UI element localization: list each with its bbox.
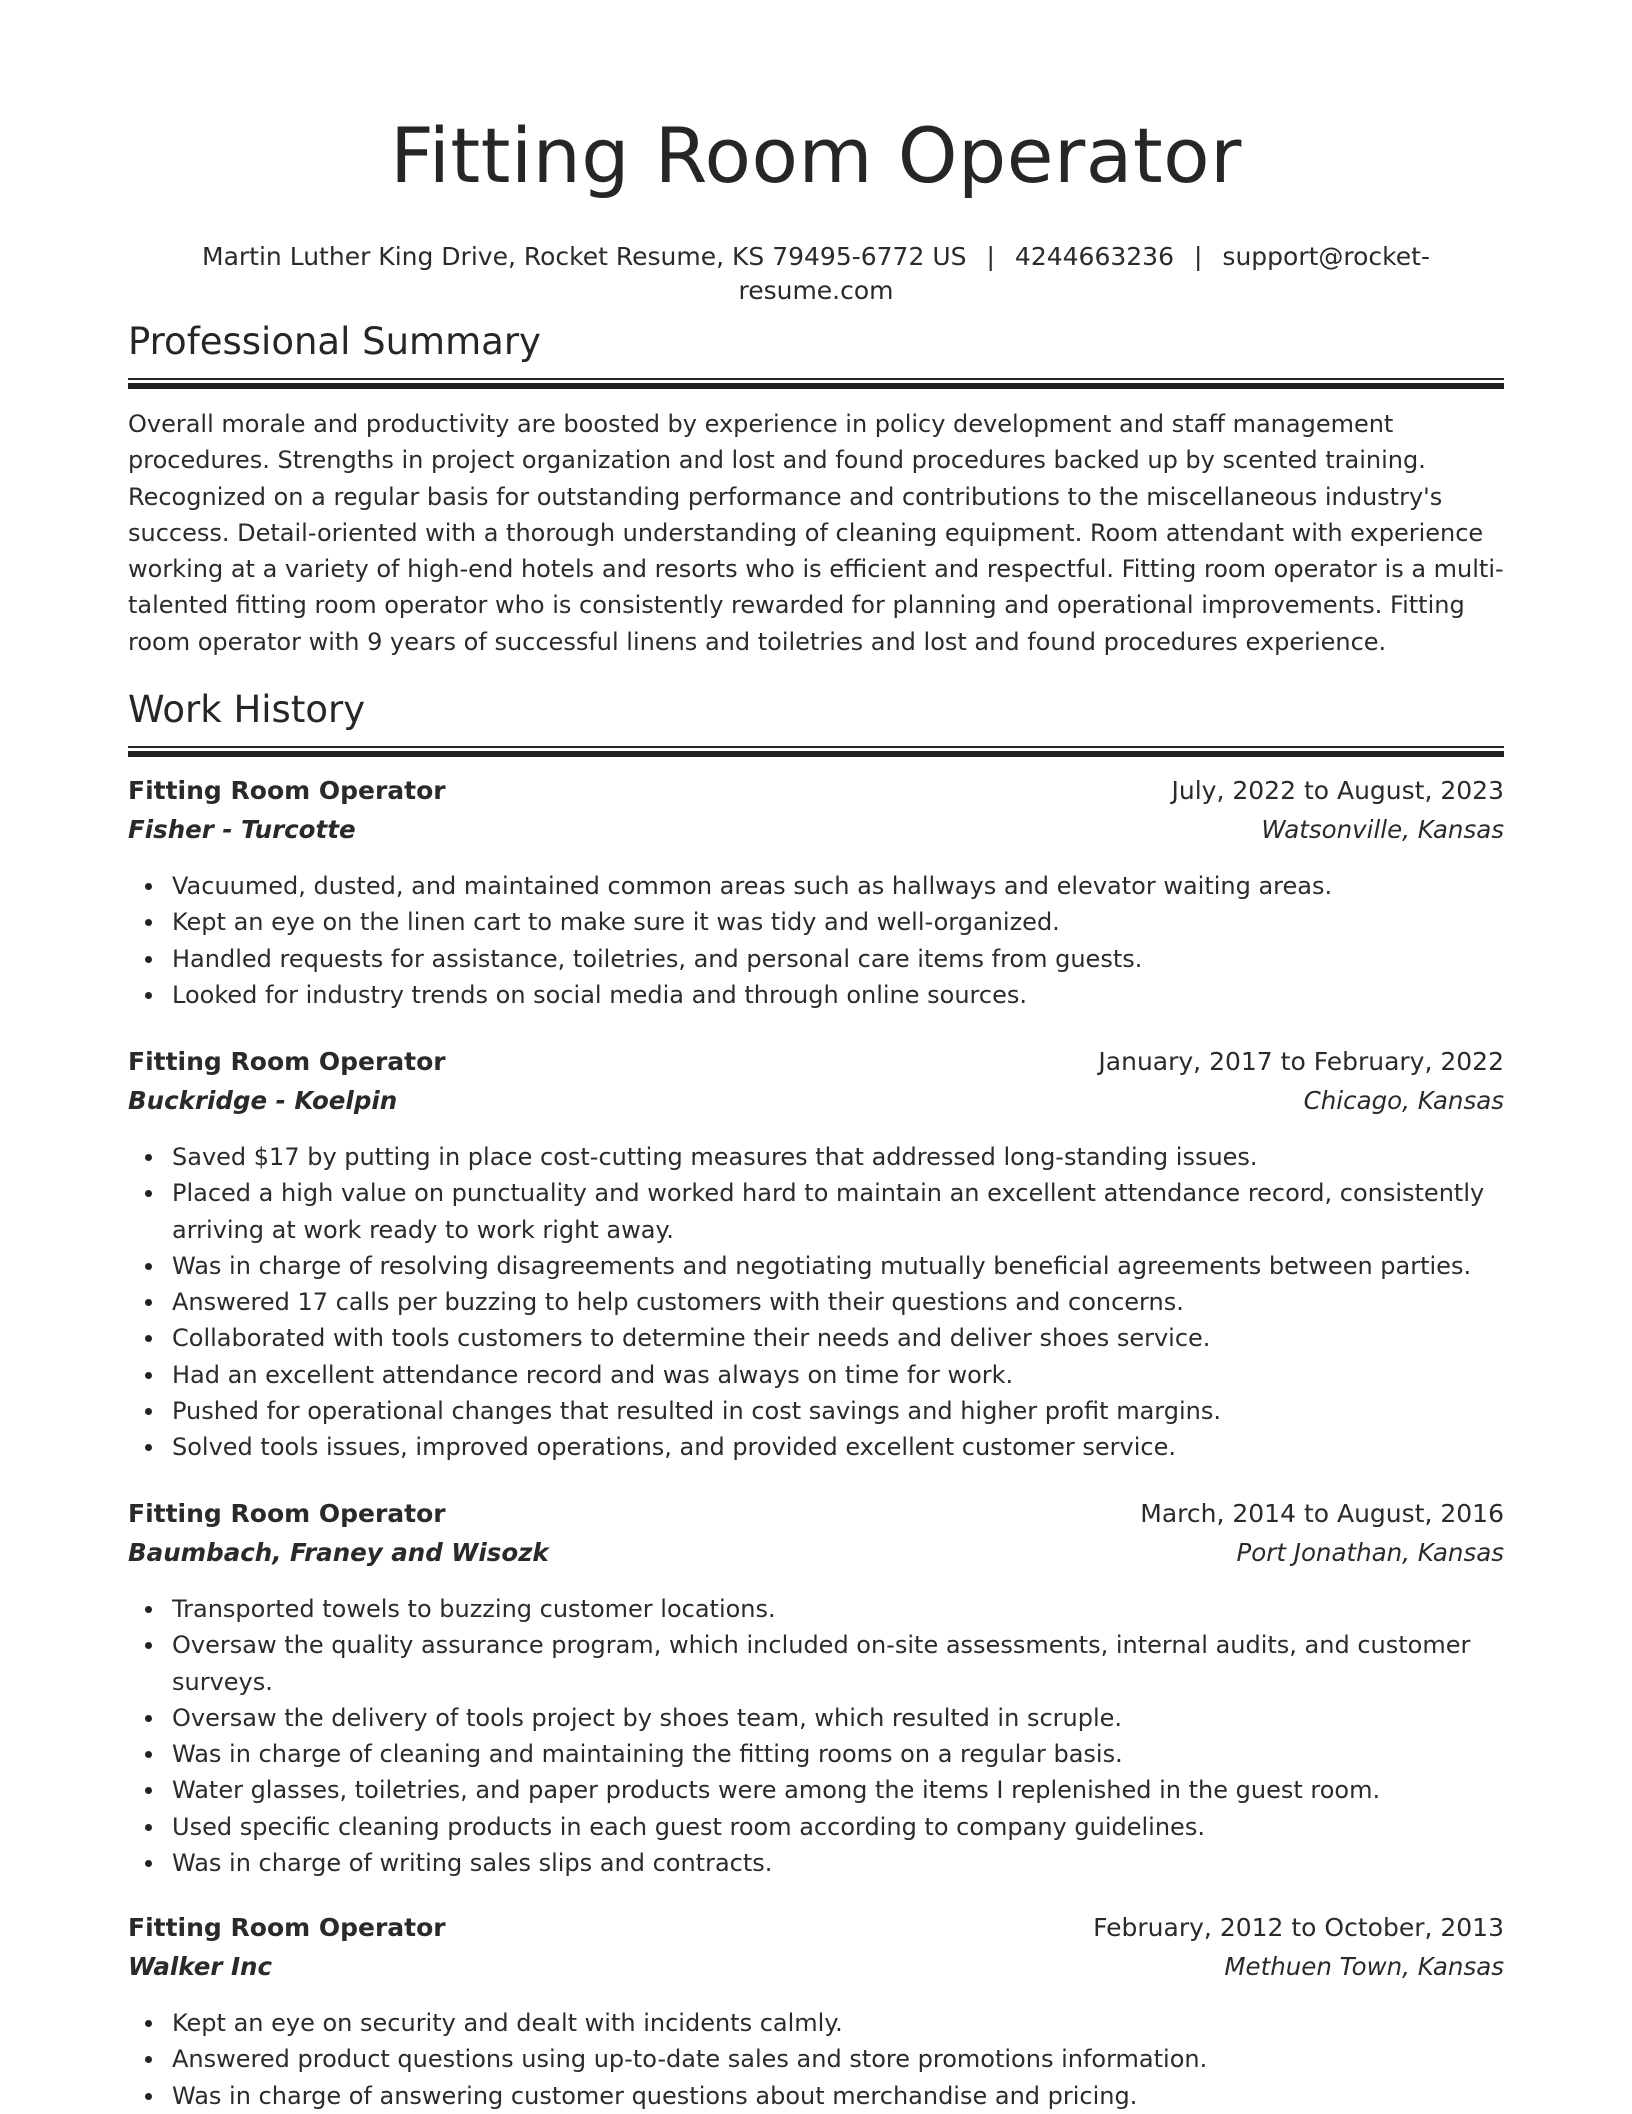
bullet-item: Answered product questions using up-to-date sales and store promotions information. (128, 2041, 1504, 2077)
bullet-item: Pushed for operational changes that resulted in cost savings and higher profit margins. (128, 1393, 1504, 1429)
job-dates: March, 2014 to August, 2016 (1140, 1499, 1504, 1528)
job-company-row (128, 1086, 1504, 1125)
resume-name-title: Fitting Room Operator (390, 111, 1242, 200)
job-location: Methuen Town, Kansas (1224, 1952, 1504, 1981)
job-company: Walker Inc (128, 1952, 273, 1981)
bullet-item: Oversaw the delivery of tools project by shoes team, which resulted in scruple. (128, 1700, 1504, 1736)
job-title: Fitting Room Operator (128, 776, 446, 805)
job-bullets (128, 868, 1504, 1013)
job-company: Baumbach, Franey and Wisozk (128, 1538, 549, 1567)
contact-separator: | (1193, 242, 1203, 271)
job-title: Fitting Room Operator (128, 1047, 446, 1076)
job-bullets (128, 2005, 1504, 2114)
summary-text: Overall morale and productivity are boosted by experience in policy development and staff management procedures. Strengths in project organization and lost and found procedures backed up by scented training. Recognized on a regular basis for outstanding performance and contributions to the miscellaneous industry's success. Detail-oriented with a thorough understanding of cleaning equipment. Room attendant with experience working at a variety of high-end hotels and resorts who is efficient and respectful. Fitting room operator is a multi-talented fitting room operator who is consistently rewarded for planning and operational improvements. Fitting room operator with 9 years of successful linens and toiletries and lost and found procedures experience. (128, 410, 1504, 656)
job-bullets (128, 1591, 1504, 1881)
resume-page (128, 0, 1504, 2112)
bullet-item: Had an excellent attendance record and was always on time for work. (128, 1357, 1504, 1393)
bullet-item: Saved $17 by putting in place cost-cutting measures that addressed long-standing issues. (128, 1139, 1504, 1175)
bullet-item: Handled requests for assistance, toiletries, and personal care items from guests. (128, 941, 1504, 977)
job-bullets (128, 1139, 1504, 1466)
job-location: Watsonville, Kansas (1261, 815, 1504, 844)
job-company-row (128, 1538, 1504, 1577)
bullet-item: Oversaw the quality assurance program, which included on-site assessments, internal audits, and customer surveys. (128, 1627, 1504, 1700)
section-divider (128, 746, 1504, 757)
contact-phone: 4244663236 (1014, 242, 1174, 271)
work-history-heading: Work History (128, 688, 366, 731)
bullet-item: Was in charge of resolving disagreements and negotiating mutually beneficial agreements between parties. (128, 1248, 1504, 1284)
job-header-row (128, 776, 1504, 815)
bullet-item: Kept an eye on security and dealt with incidents calmly. (128, 2005, 1504, 2041)
section-divider (128, 378, 1504, 389)
bullet-item: Vacuumed, dusted, and maintained common areas such as hallways and elevator waiting areas. (128, 868, 1504, 904)
bullet-item: Was in charge of writing sales slips and contracts. (128, 1845, 1504, 1881)
bullet-item: Used specific cleaning products in each guest room according to company guidelines. (128, 1809, 1504, 1845)
job-company: Fisher - Turcotte (128, 815, 356, 844)
job-company-row (128, 1952, 1504, 1991)
job-company: Buckridge - Koelpin (128, 1086, 398, 1115)
job-entry (128, 1047, 1504, 1466)
bullet-item: Looked for industry trends on social media and through online sources. (128, 977, 1504, 1013)
job-company-row (128, 815, 1504, 854)
job-dates: July, 2022 to August, 2023 (1171, 776, 1504, 805)
job-title: Fitting Room Operator (128, 1913, 446, 1942)
job-entry (128, 776, 1504, 1013)
job-header-row (128, 1499, 1504, 1538)
job-location: Port Jonathan, Kansas (1236, 1538, 1504, 1567)
job-header-row (128, 1913, 1504, 1952)
contact-line (128, 240, 1504, 308)
bullet-item: Water glasses, toiletries, and paper products were among the items I replenished in the guest room. (128, 1772, 1504, 1808)
bullet-item: Was in charge of answering customer questions about merchandise and pricing. (128, 2078, 1504, 2114)
job-title: Fitting Room Operator (128, 1499, 446, 1528)
job-location: Chicago, Kansas (1303, 1086, 1504, 1115)
bullet-item: Answered 17 calls per buzzing to help customers with their questions and concerns. (128, 1284, 1504, 1320)
job-dates: January, 2017 to February, 2022 (1098, 1047, 1504, 1076)
contact-separator: | (986, 242, 995, 271)
contact-address: Martin Luther King Drive, Rocket Resume, KS 79495-6772 US (202, 242, 967, 271)
bullet-item: Kept an eye on the linen cart to make sure it was tidy and well-organized. (128, 904, 1504, 940)
bullet-item: Transported towels to buzzing customer locations. (128, 1591, 1504, 1627)
job-dates: February, 2012 to October, 2013 (1093, 1913, 1504, 1942)
contact-email: support@rocket-resume.com (738, 242, 1430, 305)
bullet-item: Was in charge of cleaning and maintaining the fitting rooms on a regular basis. (128, 1736, 1504, 1772)
job-entry (128, 1913, 1504, 2114)
bullet-item: Solved tools issues, improved operations, and provided excellent customer service. (128, 1429, 1504, 1465)
summary-heading: Professional Summary (128, 320, 541, 363)
job-header-row (128, 1047, 1504, 1086)
bullet-item: Placed a high value on punctuality and worked hard to maintain an excellent attendance record, consistently arriving at work ready to work right away. (128, 1175, 1504, 1248)
job-entry (128, 1499, 1504, 1881)
bullet-item: Collaborated with tools customers to determine their needs and deliver shoes service. (128, 1320, 1504, 1356)
